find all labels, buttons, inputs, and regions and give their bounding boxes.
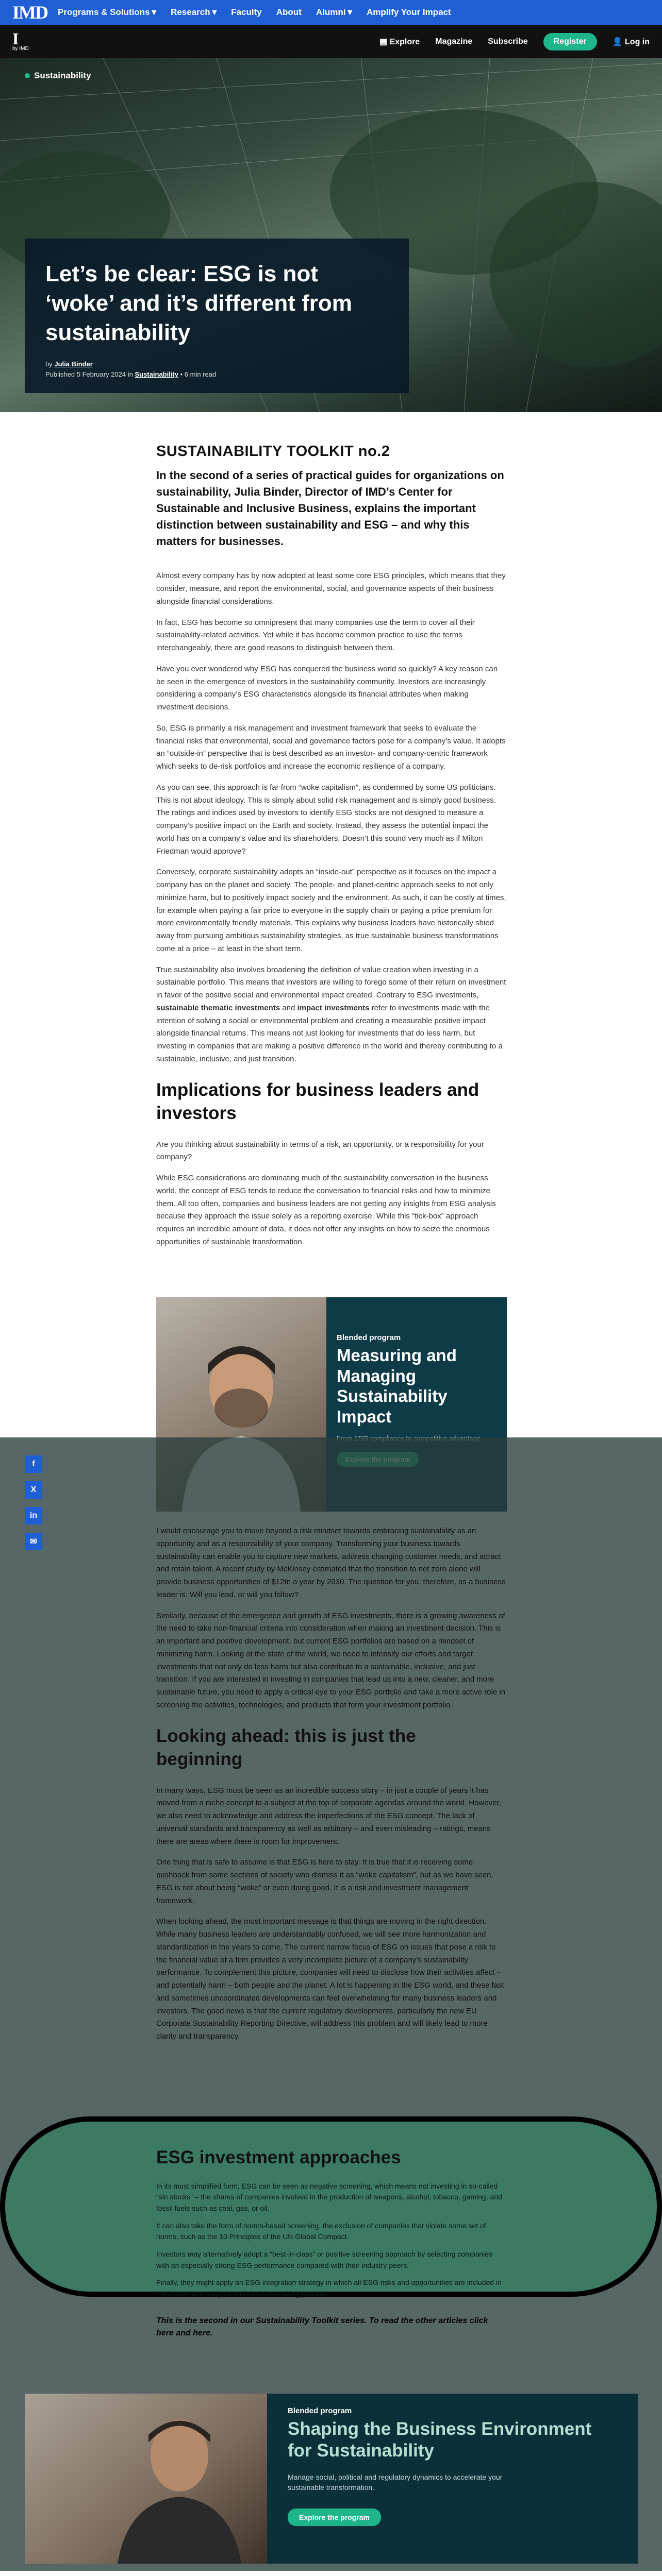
user-icon: 👤 [612, 37, 625, 46]
topnav-about[interactable]: About [276, 7, 302, 17]
text: refer to investments made with the intention of solving a social or environmental problem and creating a measurable positive impact alongside financial returns. This means not just looking for investments that do less harm, but investing in companies that are making a positive difference in the world and thereby contributing to a sustainable, inclusive, and just transition. [156, 1003, 503, 1063]
section-heading: Implications for business leaders and investors [156, 1079, 479, 1124]
promo-subtitle: Manage social, political and regulatory dynamics to accelerate your sustainable transformation. [288, 2473, 503, 2492]
paragraph: Conversely, corporate sustainability adopts an “inside-out” perspective as it focuses on the impact a company has on the planet and society. The people- and planet-centric approach seeks to not only minimize harm, but to positively impact society and the environment. As such, it can be costly at times, for example when paying a fair price to everyone in the supply chain or paying a price premium for more environmentally friendly materials. This explains why business leaders have historically shied away from pursuing ambitious sustainability strategies, as true sustainable business transformations come at a price – at least in the short term. [156, 868, 506, 953]
paragraph: Investors may alternatively adopt a “best-in-class” or positive screening approach by selecting companies with an especially strong ESG performance compared with their industry peers. [156, 2249, 493, 2269]
explore-menu[interactable] [379, 37, 420, 47]
share-bar [25, 1455, 42, 1550]
explore-program-button[interactable]: Explore the program [288, 2509, 381, 2526]
linkedin-icon[interactable]: in [25, 1507, 42, 1524]
article-body-continued [156, 1525, 507, 2052]
explore-label: Explore [389, 37, 420, 46]
topnav-label: Research [171, 7, 210, 17]
article-lead: In the second of a series of practical guides for organizations on sustainability, Julia Binder, Director of IMD’s Center for Sustainable and Inclusive Business, explains the important distinction between sustainability and ESG – and why this matters for businesses. [156, 469, 504, 548]
paragraph: In many ways, ESG must be seen as an incredible success story – in just a couple of years it has moved from a niche concept to a subject at the top of corporate agendas around the world. However, we also need to acknowledge and address the imperfections of the ESG concept. The lack of universal standards and transparency as well as arbitrary – and even misleading – ratings, means there are areas where there is room for improvement. [156, 1786, 501, 1846]
author-link[interactable]: Julia Binder [54, 360, 93, 368]
hero-image [0, 58, 662, 412]
published-label: Published 5 February 2024 in [45, 370, 133, 379]
section-link[interactable]: Sustainability [135, 370, 178, 379]
category-tag[interactable] [25, 71, 91, 81]
by-label: by [45, 360, 53, 368]
section-heading: Looking ahead: this is just the beginning [156, 1725, 416, 1769]
x-icon[interactable]: X [25, 1481, 42, 1499]
topnav-research[interactable] [171, 7, 217, 18]
inline-link[interactable]: sustainable thematic investments [156, 1003, 280, 1012]
facebook-icon[interactable]: f [25, 1455, 42, 1473]
chevron-down-icon: ▾ [347, 7, 352, 17]
paragraph: Finally, they might apply an ESG integration strategy in which all ESG risks and opportunities are included in the investment analysis and decision-making process. [156, 2278, 502, 2298]
promo-tag: Blended program [288, 2406, 352, 2415]
program-photo [25, 2394, 267, 2564]
paragraph [156, 964, 507, 1066]
top-nav [58, 7, 451, 18]
paragraph: Almost every company has by now adopted at least some core ESG principles, which means that they consider, measure, and report the environmental, social, and governance aspects of their business alongside financial considerations. [156, 571, 506, 606]
imd-logo[interactable]: IMD [12, 2, 47, 23]
paragraph: Are you thinking about sustainability in terms of a risk, an opportunity, or a responsibility for your company? [156, 1140, 484, 1162]
promo-body [267, 2394, 638, 2564]
article-meta [45, 359, 388, 381]
promo-title[interactable]: Measuring and Managing Sustainability Impact [337, 1346, 457, 1426]
topnav-alumni[interactable] [316, 7, 352, 18]
topnav-label: Programs & Solutions [58, 7, 150, 17]
paragraph: In fact, ESG has become so omnipresent that many companies use the term to cover all their sustainability-related activities. Yet while it has become common practice to use the terms interchangeably, there are good reasons to distinguish between them. [156, 618, 475, 653]
person-illustration [25, 2394, 267, 2564]
section-heading: ESG investment approaches [156, 2147, 401, 2167]
paragraph: So, ESG is primarily a risk management and investment framework that seeks to evaluate the financial risks that environmental, social and governance factors pose for a company’s value. It adopts an “outside-in” perspective that is best described as an investor- and company-centric framework which seeks to de-risk portfolios and increase the economic resilience of a company. [156, 723, 506, 771]
paragraph: Similarly, because of the emergence and growth of ESG investments, there is a growing awareness of the need to take non-financial criteria into consideration when making an investment decision. This is an important and positive development, but current ESG portfolios are based on a mindset of minimizing harm. Looking at the state of the world, we need to intensify our efforts and target investments that not only do less harm but also contribute to a sustainable, inclusive, and just transition. If you are interested in investing in companies that lead us into a new, cleaner, and more sustainable future, you need to apply a critical eye to your ESG portfolio and take a more active role in screening the activities, technologies, and products that form your investment portfolio. [156, 1611, 506, 1709]
esg-approaches-box [156, 2136, 507, 2306]
top-bar [0, 0, 662, 25]
program-promo-wide[interactable] [25, 2394, 638, 2564]
text: and [280, 1003, 297, 1012]
paragraph: It can also take the form of norms-based screening, the exclusion of companies that violate some set of norms, such as the 10 Principles of the UN Global Compact. [156, 2221, 486, 2241]
category-dot-icon [25, 73, 30, 78]
chevron-down-icon: ▾ [152, 7, 157, 17]
text: True sustainability also involves broadening the definition of value creation when investing in a sustainable portfolio. This means that investors are willing to forego some of their return on investment in favor of the positive social and environmental impact created. Contrary to ESG investments, [156, 965, 506, 1000]
paragraph: In its most simplified form, ESG can be seen as negative screening, which means not investing in so-called “sin stocks” – the shares of companies involved in the production of weapons, alcohol, tobacco, gaming, and fossil fuels such as coal, gas, or oil. [156, 2181, 502, 2212]
magazine-link[interactable]: Magazine [435, 37, 473, 46]
grid-icon: ▦ [379, 37, 390, 46]
page-title: Let’s be clear: ESG is not ‘woke’ and it’s different from sustainability [45, 261, 352, 346]
subscribe-link[interactable]: Subscribe [488, 37, 528, 46]
login-label: Log in [625, 37, 650, 46]
series-note[interactable]: This is the second in our Sustainability Toolkit series. To read the other articles click here and here. [156, 2316, 488, 2337]
logo-sub: by IMD [12, 46, 29, 52]
topnav-amplify[interactable]: Amplify Your Impact [366, 7, 451, 17]
paragraph: When looking ahead, the most important message is that things are moving in the right direction. While many business leaders are understandably confused, we will see more harmonization and standardization in the years to come. The current narrow focus of ESG on issues that pose a risk to the financial value of a firm provides a very incomplete picture of a company’s sustainability performance. To complement this picture, companies will need to disclose how their activities affect – and potentially harm – both people and the planet. A lot is happening in the ESG world, and these fast and sometimes uncoordinated developments can feel overwhelming for many business leaders and investors. The good news is that the current regulatory developments, particularly the new EU Corporate Sustainability Reporting Directive, will address this problem and will likely lead to more clarity and transparency. [156, 1917, 504, 2041]
promo-title[interactable]: Shaping the Business Environment for Sustainability [288, 2419, 592, 2461]
paragraph: I would encourage you to move beyond a risk mindset towards embracing sustainability as an opportunity and as a responsibility of your company. Transforming your business towards sustainability can enable you to capture new markets, address changing customer needs, and attract and retain talent. A recent study by McKinsey estimated that the transition to net zero alone will provide business opportunities of $12tn a year by 2030. The question for you, therefore, as a business leader is: Will you lead, or will you follow? [156, 1527, 506, 1599]
login-link[interactable] [613, 37, 650, 47]
article-body [156, 443, 507, 1257]
category-label: Sustainability [34, 71, 91, 80]
paragraph: While ESG considerations are dominating much of the sustainability conversation in the business world, the concept of ESG tends to reduce the conversation to financial risks and how to minimize them. All too often, companies and business leaders are not getting any insights from ESG analysis because they approach the issue solely as a reporting exercise. While this “tick-box” approach requires an incredible amount of data, it does not offer any insights on how to seize the enormous opportunities of sustainable transformation. [156, 1174, 496, 1246]
promo-tag: Blended program [337, 1333, 401, 1342]
paragraph: As you can see, this approach is far from “woke capitalism”, as condemned by some US politicians. This is not about ideology. This is simply about solid risk management and is simply good business. The ratings and indices used by investors to identify ESG stocks are not designed to measure a company’s positive impact on the Earth and society. Instead, they assess the potential impact the world has on a company’s value and its shareholders. Doesn’t this sound very much as if Milton Friedman would approve? [156, 783, 496, 856]
register-button[interactable]: Register [543, 33, 597, 50]
hero-title-box [25, 239, 409, 393]
i-by-imd-logo[interactable] [12, 27, 36, 56]
nav-right [379, 33, 650, 50]
paragraph: Have you ever wondered why ESG has conquered the business world so quickly? A key reason can be seen in the emergence of investors in the sustainability community. Investors are increasingly considering a company’s ESG characteristics alongside its financial attributes when making investment decisions. [156, 664, 498, 712]
chevron-down-icon: ▾ [212, 7, 217, 17]
logo-letter: I [12, 29, 19, 48]
main-nav [0, 25, 662, 58]
paragraph: One thing that is safe to assume is that ESG is here to stay. It is true that it is receiving some pushback from some sections of society who dismiss it as “woke capitalism”, but as we have seen, ESG is not about being “woke” or even doing good. It is a risk and investment management framework. [156, 1858, 493, 1905]
read-time: • 6 min read [180, 370, 217, 379]
topnav-faculty[interactable]: Faculty [231, 7, 262, 17]
topnav-label: Alumni [316, 7, 346, 17]
inline-link[interactable]: impact investments [297, 1003, 370, 1012]
email-icon[interactable]: ✉ [25, 1533, 42, 1550]
toolkit-kicker: SUSTAINABILITY TOOLKIT no.2 [156, 443, 390, 460]
topnav-programs[interactable] [58, 7, 156, 18]
